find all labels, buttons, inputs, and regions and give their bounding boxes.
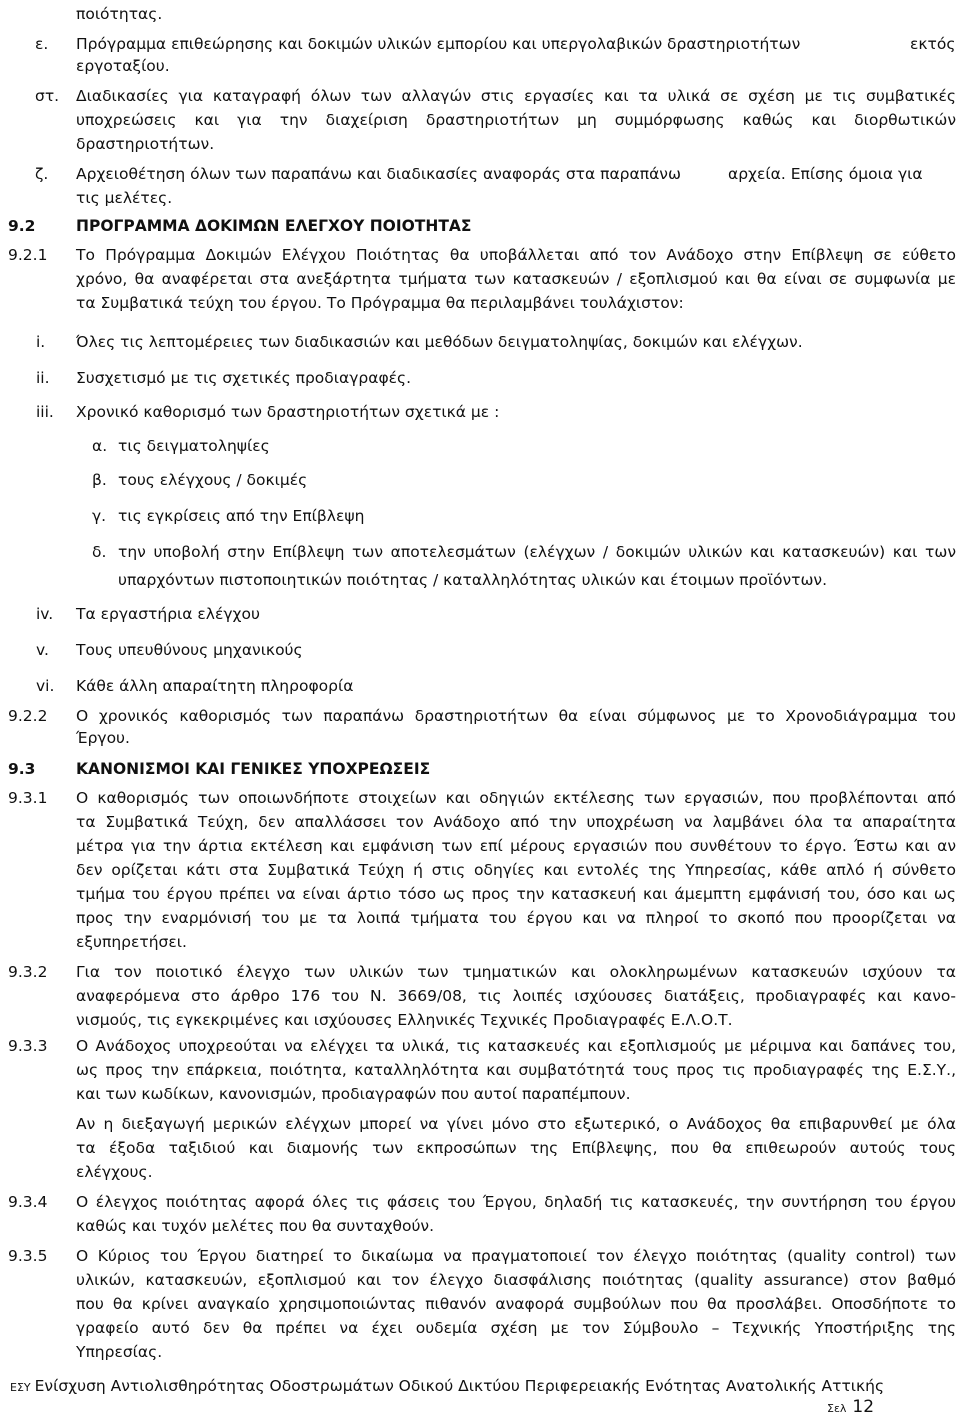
continued-text: ποιότητας.	[76, 5, 163, 23]
list-item-label: iii.	[36, 403, 54, 421]
page-label: Σελ	[827, 1402, 847, 1415]
paragraph-number-9-2-1: 9.2.1	[8, 246, 48, 264]
paragraph-9-3-2-line: νισμούς, τις εγκεκριμένες και ισχύουσες Ελληνικές Τεχνικές Προδιαγραφές Ε.Λ.Ο.Τ.	[76, 1011, 733, 1029]
paragraph-9-3-2-line: Για τον ποιοτικό έλεγχο των υλικών των τμηματικών και ολοκληρωμένων κατασκευών ισχύουν τα	[76, 963, 956, 981]
page-footer	[10, 1377, 884, 1395]
paragraph-9-3-5-line: Υπηρεσίας.	[76, 1343, 163, 1361]
paragraph-9-2-2-line: Ο χρονικός καθορισμός των παραπάνω δραστηριοτήτων θα είναι σύμφωνος με το Χρονοδιάγραμμα του	[76, 707, 956, 725]
list-item-label: v.	[36, 641, 49, 659]
sub-item-text: τις εγκρίσεις από την Επίβλεψη	[118, 507, 365, 525]
paragraph-9-3-5-line: γραφείο αυτό δεν θα πρέπει να έχει ουδεμία σχέση με τον Σύμβουλο – Τεχνικής Υποστήριξης της	[76, 1319, 956, 1337]
item-e-text-end: εκτός	[910, 35, 956, 53]
sub-item-label: α.	[92, 437, 108, 455]
item-z-label: ζ.	[35, 165, 49, 183]
paragraph-number-9-3-2: 9.3.2	[8, 963, 48, 981]
item-e-text-cont: εργοταξίου.	[76, 57, 170, 75]
paragraph-9-3-3-line: και των κωδίκων, κανονισμών, προδιαγραφών που αυτοί παραπέμπουν.	[76, 1085, 631, 1103]
list-item-label: i.	[36, 333, 46, 351]
list-item-label: vi.	[36, 677, 55, 695]
sub-item-label: γ.	[92, 507, 107, 525]
item-z-text-end: αρχεία. Επίσης όμοια για	[728, 165, 923, 183]
list-item-text: Κάθε άλλη απαραίτητη πληροφορία	[76, 677, 354, 695]
paragraph-9-3-3b-line: ελέγχους.	[76, 1163, 153, 1181]
item-st-text-cont: υποχρεώσεις και για την διαχείριση δραστηριοτήτων μη συμμόρφωσης καθώς και διορθωτικών	[76, 111, 956, 129]
list-item-label: ii.	[36, 369, 50, 387]
paragraph-9-3-5-line: Ο Κύριος του Έργου διατηρεί το δικαίωμα να πραγματοποιεί τον έλεγχο ποιότητας (quality control) των	[76, 1247, 956, 1265]
paragraph-number-9-3-5: 9.3.5	[8, 1247, 48, 1265]
sub-item-label: δ.	[92, 543, 107, 561]
paragraph-9-3-3-line: ως προς την επάρκεια, ποιότητα, καταλληλότητα και συμβατότητά τους προς τις προδιαγραφές της Ε.Σ.Υ.,	[76, 1061, 956, 1079]
list-item-text: Τους υπευθύνους μηχανικούς	[76, 641, 303, 659]
paragraph-9-3-1-line: εξυπηρετήσει.	[76, 933, 187, 951]
item-st-text: Διαδικασίες για καταγραφή όλων των αλλαγών στις εργασίες και τα υλικά σε σχέση με τις συμβατικές	[76, 87, 956, 105]
paragraph-9-2-1-line: χρόνο, θα αναφέρεται στα ανεξάρτητα τμήματα των κατασκευών / εξοπλισμού και θα είναι σε συμφωνία με	[76, 270, 956, 288]
item-e-label: ε.	[35, 35, 49, 53]
list-item-label: iv.	[36, 605, 54, 623]
sub-item-text: τις δειγματοληψίες	[118, 437, 270, 455]
sub-item-label: β.	[92, 471, 107, 489]
paragraph-9-3-1-line: τα Συμβατικά Τεύχη, δεν απαλλάσσει τον Ανάδοχο από την υποχρέωση να λαμβάνει όλα τα απαραίτητα	[76, 813, 956, 831]
list-item-text: Τα εργαστήρια ελέγχου	[76, 605, 260, 623]
item-e-text: Πρόγραμμα επιθεώρησης και δοκιμών υλικών εμπορίου και υπεργολαβικών δραστηριοτήτων	[76, 35, 801, 53]
section-title-9-3: ΚΑΝΟΝΙΣΜΟΙ ΚΑΙ ΓΕΝΙΚΕΣ ΥΠΟΧΡΕΩΣΕΙΣ	[76, 760, 431, 778]
list-item-text: Χρονικό καθορισμό των δραστηριοτήτων σχετικά με :	[76, 403, 500, 421]
item-st-label: στ.	[35, 87, 60, 105]
paragraph-9-3-5-line: που θα κρίνει αναγκαίο χρησιμοποιώντας πιθανόν αναφορά συμβούλων που θα προσλάβει. Οποσδήποτε το	[76, 1295, 956, 1313]
paragraph-9-2-1-line: τα Συμβατικά τεύχη του έργου. Το Πρόγραμμα θα περιλαμβάνει τουλάχιστον:	[76, 294, 684, 312]
sub-item-text: την υποβολή στην Επίβλεψη των αποτελεσμάτων (ελέγχων / δοκιμών υλικών και κατασκευών) και των	[118, 543, 956, 561]
item-z-text: Αρχειοθέτηση όλων των παραπάνω και διαδικασίες αναφοράς στα παραπάνω	[76, 165, 681, 183]
list-item-text: Όλες τις λεπτομέρειες των διαδικασιών και μεθόδων δειγματοληψίας, δοκιμών και ελέγχων.	[76, 333, 803, 351]
paragraph-number-9-3-4: 9.3.4	[8, 1193, 48, 1211]
paragraph-9-3-1-line: τμήμα του έργου πρέπει να είναι άρτιο τόσο ως προς την κατασκευή και άμεμπτη εμφάνισή του, όσο και ως	[76, 885, 956, 903]
paragraph-9-3-5-line: υλικών, κατασκευών, εξοπλισμού και τον έλεγχο διασφάλισης ποιότητας (quality assurance) στον βαθμό	[76, 1271, 956, 1289]
paragraph-number-9-3-1: 9.3.1	[8, 789, 48, 807]
section-number-9-2: 9.2	[8, 217, 36, 235]
paragraph-9-3-2-line: αναφερόμενα στο άρθρο 176 του Ν. 3669/08, τις λοιπές ισχύουσες διατάξεις, προδιαγραφές και κανο-	[76, 987, 956, 1005]
paragraph-9-3-4-line: καθώς και τυχόν μελέτες που θα συνταχθούν.	[76, 1217, 435, 1235]
footer-prefix: ΕΣΥ	[10, 1381, 31, 1394]
section-title-9-2: ΠΡΟΓΡΑΜΜΑ ΔΟΚΙΜΩΝ ΕΛΕΓΧΟΥ ΠΟΙΟΤΗΤΑΣ	[76, 217, 472, 235]
paragraph-9-3-1-line: Ο καθορισμός των οποιωνδήποτε στοιχείων και οδηγιών εκτέλεσης των εργασιών, που προβλέπονται από	[76, 789, 956, 807]
item-st-text-cont-2: δραστηριοτήτων.	[76, 135, 215, 153]
item-z-text-cont: τις μελέτες.	[76, 189, 173, 207]
footer-title: Ενίσχυση Αντιολισθηρότητας Οδοστρωμάτων Οδικού Δικτύου Περιφερειακής Ενότητας Ανατολικής Αττικής	[34, 1377, 885, 1395]
list-item-text: Συσχετισμό με τις σχετικές προδιαγραφές.	[76, 369, 412, 387]
paragraph-9-3-3b-line: τα έξοδα ταξιδιού και διαμονής των εκπροσώπων της Επίβλεψης, που θα επιθεωρούν αυτούς τους	[76, 1139, 956, 1157]
page-number: 12	[852, 1397, 875, 1417]
page-number-block	[827, 1397, 874, 1417]
paragraph-9-2-1-line: Το Πρόγραμμα Δοκιμών Ελέγχου Ποιότητας θα υποβάλλεται από τον Ανάδοχο στην Επίβλεψη σε εύθετο	[76, 246, 956, 264]
paragraph-9-2-2-line: Έργου.	[76, 729, 130, 747]
sub-item-text: τους ελέγχους / δοκιμές	[118, 471, 308, 489]
paragraph-9-3-1-line: δεν ορίζεται κάτι στα Συμβατικά Τεύχη ή στις οδηγίες και εντολές της Υπηρεσίας, κάθε απλό ή σύνθετο	[76, 861, 956, 879]
paragraph-number-9-2-2: 9.2.2	[8, 707, 48, 725]
paragraph-9-3-1-line: προς την εναρμόνισή του με τα λοιπά τμήματα του έργου και να πληροί το σκοπό που προορίζεται να	[76, 909, 956, 927]
paragraph-9-3-1-line: μέτρα για την άρτια εκτέλεση και εμφάνιση των επί μέρους εργασιών που συνθέτουν το έργο. Έστω και αν	[76, 837, 956, 855]
section-number-9-3: 9.3	[8, 760, 36, 778]
paragraph-9-3-3b-line: Αν η διεξαγωγή μερικών ελέγχων μπορεί να γίνει μόνο στο εξωτερικό, ο Ανάδοχος θα επιβαρυνθεί με όλα	[76, 1115, 956, 1133]
sub-item-text-cont: υπαρχόντων πιστοποιητικών ποιότητας / καταλληλότητας υλικών και έτοιμων προϊόντων.	[118, 571, 828, 589]
paragraph-number-9-3-3: 9.3.3	[8, 1037, 48, 1055]
paragraph-9-3-3-line: Ο Ανάδοχος υποχρεούται να ελέγχει τα υλικά, τις κατασκευές και εξοπλισμούς με μέριμνα και δαπάνες του,	[76, 1037, 956, 1055]
paragraph-9-3-4-line: Ο έλεγχος ποιότητας αφορά όλες τις φάσεις του Έργου, δηλαδή τις κατασκευές, την συντήρηση του έργου	[76, 1193, 956, 1211]
